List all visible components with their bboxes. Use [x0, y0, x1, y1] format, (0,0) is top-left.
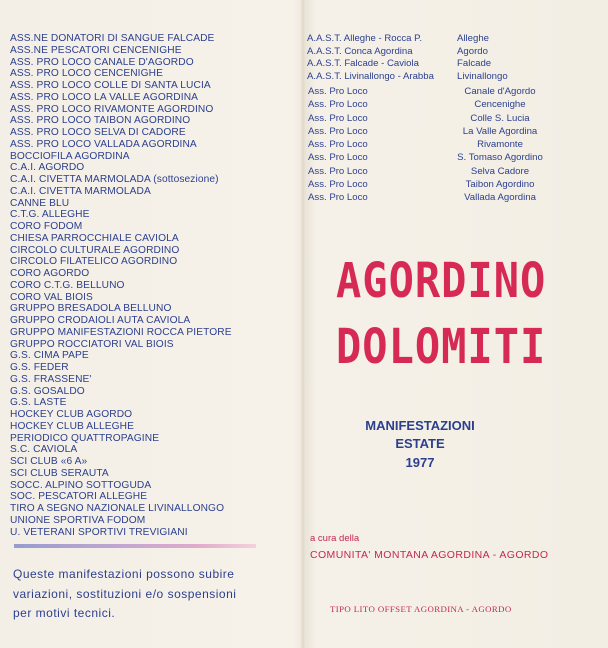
proloco-name: Ass. Pro Loco: [308, 125, 368, 137]
aast-row: [307, 58, 508, 71]
association-item: ASS. PRO LOCO RIVAMONTE AGORDINO: [10, 103, 214, 115]
curator-label: a cura della: [310, 533, 360, 544]
proloco-place: Colle S. Lucia: [470, 112, 530, 124]
proloco-place: S. Tomaso Agordino: [457, 152, 543, 164]
association-item: C.A.I. CIVETTA MARMOLADA: [10, 185, 151, 197]
association-item: CORO C.T.G. BELLUNO: [10, 279, 125, 291]
association-item: CORO FODOM: [10, 221, 83, 232]
association-item: ASS.NE DONATORI DI SANGUE FALCADE: [10, 33, 215, 44]
aast-row: [307, 46, 508, 59]
association-item: ASS. PRO LOCO COLLE DI SANTA LUCIA: [10, 80, 211, 91]
proloco-row: [308, 179, 550, 192]
proloco-table: [308, 86, 550, 206]
association-item: ASS. PRO LOCO CENCENIGHE: [10, 68, 163, 80]
association-item: ASS. PRO LOCO VALLADA AGORDINA: [10, 138, 197, 150]
title-line-2: DOLOMITI: [336, 318, 547, 375]
proloco-place: Cencenighe: [474, 99, 526, 111]
association-item: CORO VAL BIOIS: [10, 291, 93, 303]
association-item: GRUPPO ROCCIATORI VAL BIOIS: [10, 338, 174, 350]
proloco-row: [308, 113, 550, 126]
association-item: G.S. CIMA PAPE: [10, 350, 89, 362]
association-item: C.A.I. CIVETTA MARMOLADA (sottosezione): [10, 174, 219, 185]
association-item: G.S. GOSALDO: [10, 385, 85, 397]
aast-place: Livinallongo: [457, 71, 508, 83]
association-item: U. VETERANI SPORTIVI TREVIGIANI: [10, 526, 188, 538]
aast-name: A.A.S.T. Conca Agordina: [307, 45, 413, 57]
aast-place: Agordo: [457, 45, 488, 57]
printer-credit: TIPO LITO OFFSET AGORDINA - AGORDO: [330, 604, 512, 614]
association-item: CIRCOLO CULTURALE AGORDINO: [10, 244, 180, 256]
aast-row: [307, 71, 508, 84]
association-item: SCI CLUB «6 A»: [10, 456, 88, 467]
association-item: BOCCIOFILA AGORDINA: [10, 150, 130, 162]
notice-line: variazioni, sostituzioni e/o sospensioni: [13, 586, 237, 601]
proloco-name: Ass. Pro Loco: [308, 112, 368, 124]
association-item: UNIONE SPORTIVA FODOM: [10, 514, 146, 526]
proloco-place: Vallada Agordina: [464, 192, 536, 204]
association-item: HOCKEY CLUB AGORDO: [10, 409, 133, 420]
event-heading: MANIFESTAZIONI: [365, 418, 475, 433]
association-item: ASS. PRO LOCO TAIBON AGORDINO: [10, 115, 191, 127]
fold-crease: [300, 0, 306, 648]
aast-name: A.A.S.T. Falcade - Caviola: [307, 58, 419, 70]
proloco-row: [308, 86, 550, 99]
association-item: C.A.I. AGORDO: [10, 162, 85, 174]
association-item: SCI CLUB SERAUTA: [10, 467, 109, 479]
proloco-row: [308, 126, 550, 139]
title-line-1: AGORDINO: [336, 252, 547, 309]
proloco-name: Ass. Pro Loco: [308, 99, 368, 111]
association-item: SOCC. ALPINO SOTTOGUDA: [10, 479, 152, 491]
proloco-row: [308, 152, 550, 165]
association-item: ASS.NE PESCATORI CENCENIGHE: [10, 44, 182, 56]
association-item: GRUPPO CRODAIOLI AUTA CAVIOLA: [10, 315, 191, 326]
aast-place: Falcade: [457, 58, 492, 70]
association-item: CIRCOLO FILATELICO AGORDINO: [10, 256, 178, 268]
notice-text: [13, 565, 263, 624]
aast-name: A.A.S.T. Alleghe - Rocca P.: [307, 33, 423, 44]
aast-table: [307, 33, 508, 84]
notice-line: per motivi tecnici.: [13, 606, 116, 620]
proloco-row: [308, 99, 550, 112]
event-year: 1977: [405, 455, 435, 470]
proloco-name: Ass. Pro Loco: [308, 179, 368, 191]
proloco-name: Ass. Pro Loco: [308, 139, 368, 151]
association-list: [10, 33, 295, 538]
association-item: TIRO A SEGNO NAZIONALE LIVINALLONGO: [10, 503, 225, 514]
association-item: ASS. PRO LOCO SELVA DI CADORE: [10, 127, 186, 138]
curator-name: COMUNITA' MONTANA AGORDINA - AGORDO: [310, 549, 549, 561]
divider-stripe: [14, 544, 256, 548]
association-item: GRUPPO MANIFESTAZIONI ROCCA PIETORE: [10, 326, 232, 338]
proloco-row: [308, 139, 550, 152]
association-item: G.S. LASTE: [10, 397, 67, 409]
association-item: CORO AGORDO: [10, 268, 90, 279]
proloco-name: Ass. Pro Loco: [308, 152, 368, 164]
association-item: HOCKEY CLUB ALLEGHE: [10, 420, 135, 432]
proloco-name: Ass. Pro Loco: [308, 192, 368, 204]
aast-row: [307, 33, 508, 46]
proloco-row: [308, 192, 550, 205]
association-item: CHIESA PARROCCHIALE CAVIOLA: [10, 232, 179, 244]
aast-name: A.A.S.T. Livinallongo - Arabba: [307, 71, 434, 83]
proloco-place: Taibon Agordino: [465, 179, 535, 191]
association-item: CANNE BLU: [10, 197, 70, 209]
association-item: ASS. PRO LOCO CANALE D'AGORDO: [10, 56, 194, 68]
notice-line: Queste manifestazioni possono subire: [13, 567, 235, 581]
proloco-place: Selva Cadore: [470, 165, 530, 177]
event-season: ESTATE: [395, 436, 445, 451]
association-item: GRUPPO BRESADOLA BELLUNO: [10, 303, 172, 315]
association-item: C.T.G. ALLEGHE: [10, 209, 90, 221]
association-item: S.C. CAVIOLA: [10, 444, 78, 456]
proloco-row: [308, 166, 550, 179]
association-item: G.S. FEDER: [10, 362, 69, 373]
association-item: PERIODICO QUATTROPAGINE: [10, 432, 160, 444]
proloco-name: Ass. Pro Loco: [308, 165, 368, 177]
association-item: ASS. PRO LOCO LA VALLE AGORDINA: [10, 91, 199, 103]
proloco-name: Ass. Pro Loco: [308, 86, 368, 97]
aast-place: Alleghe: [457, 33, 490, 44]
proloco-place: Canale d'Agordo: [464, 86, 536, 97]
association-item: G.S. FRASSENE': [10, 373, 92, 385]
association-item: SOC. PESCATORI ALLEGHE: [10, 491, 148, 503]
proloco-place: Rivamonte: [477, 139, 523, 151]
proloco-place: La Valle Agordina: [462, 125, 538, 137]
